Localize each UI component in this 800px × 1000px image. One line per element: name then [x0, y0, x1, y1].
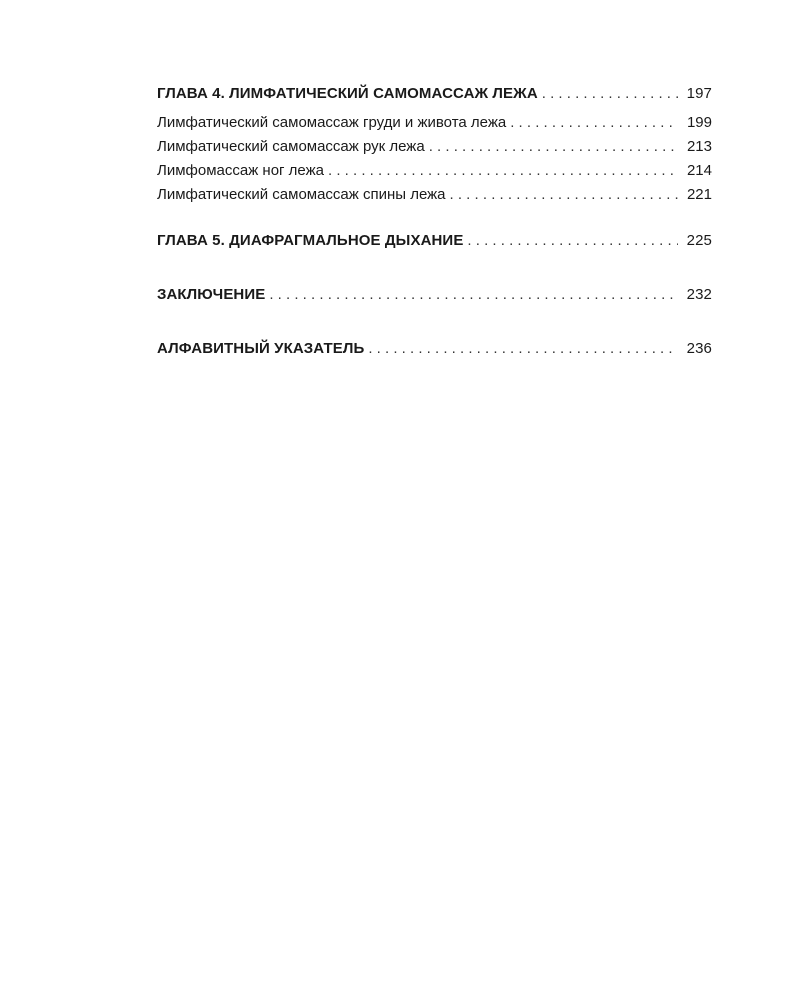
- page-number: 236: [686, 340, 712, 357]
- spacer: [157, 307, 712, 337]
- section-title: Лимфатический самомассаж рук лежа: [157, 138, 425, 155]
- spacer: [157, 207, 712, 229]
- chapter-title: ГЛАВА 4. ЛИМФАТИЧЕСКИЙ САМОМАССАЖ ЛЕЖА: [157, 85, 538, 102]
- dot-leader: [542, 82, 678, 106]
- toc-entry: [157, 135, 712, 159]
- page-number: 199: [686, 114, 712, 131]
- chapter-title: АЛФАВИТНЫЙ УКАЗАТЕЛЬ: [157, 340, 365, 357]
- page-number: 197: [686, 85, 712, 102]
- toc-entry-chapter-5: [157, 229, 712, 253]
- section-title: Лимфомассаж ног лежа: [157, 162, 324, 179]
- spacer: [157, 253, 712, 283]
- dot-leader: [269, 283, 678, 307]
- toc-entry-index: [157, 337, 712, 361]
- page-number: 213: [686, 138, 712, 155]
- toc-entry: [157, 183, 712, 207]
- page-number: 214: [686, 162, 712, 179]
- section-title: Лимфатический самомассаж спины лежа: [157, 186, 446, 203]
- toc-entry-conclusion: [157, 283, 712, 307]
- chapter-title: ГЛАВА 5. ДИАФРАГМАЛЬНОЕ ДЫХАНИЕ: [157, 232, 464, 249]
- table-of-contents: [157, 82, 712, 361]
- section-title: Лимфатический самомассаж груди и живота лежа: [157, 114, 507, 131]
- page-number: 225: [686, 232, 712, 249]
- dot-leader: [429, 135, 678, 159]
- dot-leader: [510, 111, 678, 135]
- toc-entry: [157, 159, 712, 183]
- dot-leader: [467, 229, 678, 253]
- dot-leader: [450, 183, 678, 207]
- chapter-title: ЗАКЛЮЧЕНИЕ: [157, 286, 266, 303]
- dot-leader: [328, 159, 678, 183]
- toc-entry: [157, 111, 712, 135]
- page-number: 232: [686, 286, 712, 303]
- dot-leader: [368, 337, 678, 361]
- toc-entry-chapter-4: [157, 82, 712, 106]
- page-number: 221: [686, 186, 712, 203]
